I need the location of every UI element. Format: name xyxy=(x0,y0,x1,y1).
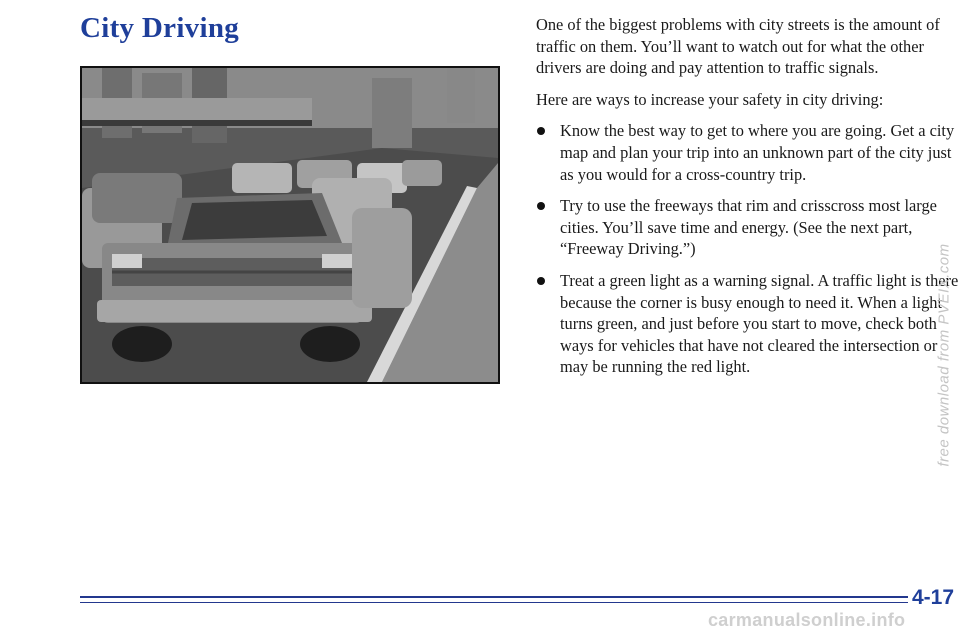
list-item xyxy=(536,195,960,260)
page-title: City Driving xyxy=(80,12,240,44)
overpass xyxy=(82,98,312,120)
car xyxy=(232,163,292,193)
overpass-shadow xyxy=(82,120,312,126)
traffic-illustration xyxy=(80,66,500,384)
lead-in-paragraph: Here are ways to increase your safety in city driving: xyxy=(536,89,884,109)
car xyxy=(92,173,182,223)
safety-tips-list xyxy=(536,120,960,378)
building xyxy=(372,78,412,148)
page-number: 4-17 xyxy=(911,586,954,609)
list-item xyxy=(536,120,960,185)
bullet-icon xyxy=(537,277,545,285)
car xyxy=(402,160,442,186)
truck-windshield xyxy=(182,200,327,240)
footer-rule xyxy=(80,596,908,598)
body-text xyxy=(536,14,960,388)
truck-wheel xyxy=(112,326,172,362)
list-item-text: Try to use the freeways that rim and crisscross most large cities. You’ll save time and energy. (See the next part, “Freeway Driving.”) xyxy=(560,196,937,259)
list-item-text: Know the best way to get to where you are going. Get a city map and plan your trip into an unknown part of the city just as you would for a cross-country trip. xyxy=(560,121,955,184)
bottom-watermark: carmanualsonline.info xyxy=(708,610,906,630)
car xyxy=(352,208,412,308)
list-item-text: Treat a green light as a warning signal. A traffic light is there because the corner is busy enough to need it. When a light turns green, and just before you start to move, check both ways for vehicles that have not cleared the intersection or may be running the red light. xyxy=(560,270,959,377)
truck-wheel xyxy=(300,326,360,362)
headlight xyxy=(112,254,142,268)
truck-bumper xyxy=(97,300,372,322)
bullet-icon xyxy=(537,127,545,135)
footer-rule-thin xyxy=(80,602,908,603)
headlight xyxy=(322,254,352,268)
intro-paragraph: One of the biggest problems with city streets is the amount of traffic on them. You’ll want to watch out for what the other drivers are doing and pay attention to traffic signals. xyxy=(536,15,940,78)
bullet-icon xyxy=(537,202,545,210)
building xyxy=(447,68,475,123)
side-watermark-text: free download from PVEIX.com xyxy=(935,243,953,467)
list-item xyxy=(536,270,960,378)
traffic-illustration-svg xyxy=(82,68,498,382)
